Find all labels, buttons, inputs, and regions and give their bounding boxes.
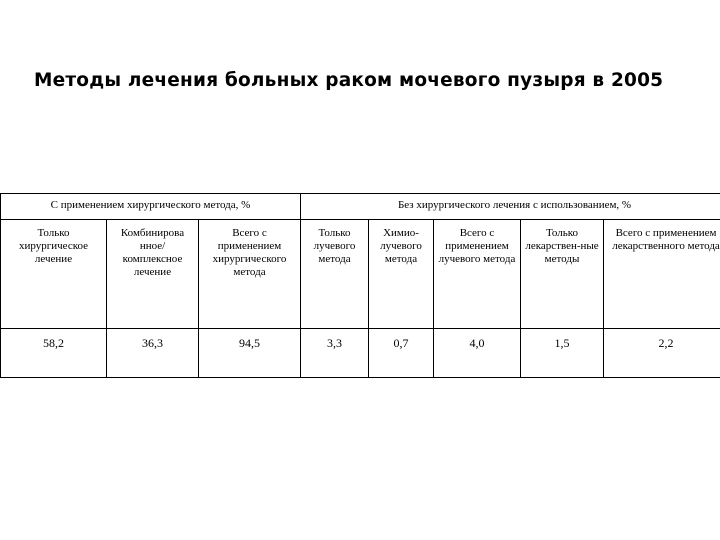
column-header-radiation-only: Только лучевого метода (301, 220, 369, 329)
column-header-drug-only: Только лекарствен-ные методы (521, 220, 604, 329)
value-cell: 4,0 (434, 329, 521, 378)
column-header-surgery-only: Только хирургическое лечение (1, 220, 107, 329)
value-cell: 3,3 (301, 329, 369, 378)
value-cell: 94,5 (199, 329, 301, 378)
slide-title: Методы лечения больных раком мочевого пузыря в 2005 (34, 70, 664, 91)
value-cell: 1,5 (521, 329, 604, 378)
value-cell: 2,2 (604, 329, 720, 378)
column-header-chemoradiation: Химио-лучевого метода (369, 220, 434, 329)
column-header-row (1, 220, 720, 329)
column-header-surgical-total: Всего с применением хирургического метода (199, 220, 301, 329)
group-header-surgical: С применением хирургического метода, % (1, 194, 301, 220)
group-header-row (1, 194, 720, 220)
value-cell: 0,7 (369, 329, 434, 378)
treatment-methods-table (0, 193, 720, 378)
group-header-non-surgical: Без хирургического лечения с использованием, % (301, 194, 720, 220)
column-header-radiation-total: Всего с применением лучевого метода (434, 220, 521, 329)
table-row (1, 329, 720, 378)
value-cell: 58,2 (1, 329, 107, 378)
value-cell: 36,3 (107, 329, 199, 378)
column-header-combined: Комбинирова нное/ комплексное лечение (107, 220, 199, 329)
column-header-drug-total: Всего с применением лекарственного метода (604, 220, 720, 329)
